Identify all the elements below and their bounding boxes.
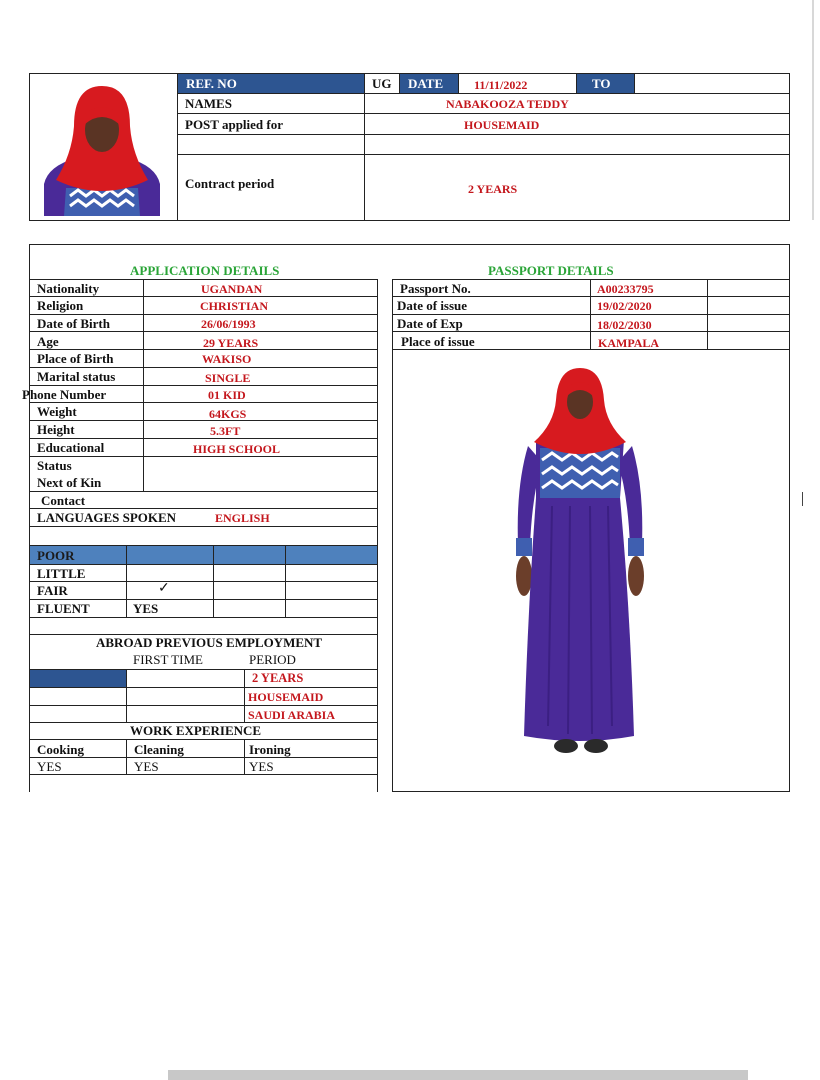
place-of-birth-label: Place of Birth — [37, 351, 114, 366]
date-of-issue-value: 19/02/2020 — [597, 299, 652, 313]
names-label: NAMES — [185, 96, 232, 111]
marital-status-label: Marital status — [37, 369, 116, 384]
place-of-issue-label: Place of issue — [401, 334, 475, 349]
marital-status-value: SINGLE — [205, 371, 251, 385]
cleaning-label: Cleaning — [134, 742, 184, 757]
first-time-label: FIRST TIME — [133, 652, 203, 667]
to-label: TO — [592, 76, 611, 91]
names-value: NABAKOOZA TEDDY — [446, 97, 569, 111]
ref-no-label: REF. NO — [186, 76, 237, 91]
cooking-label: Cooking — [37, 742, 84, 757]
proficiency-fair: FAIR — [37, 583, 68, 598]
passport-no-label: Passport No. — [400, 281, 471, 296]
educational-label: Educational — [37, 440, 105, 455]
contract-label: Contract period — [185, 176, 275, 191]
next-of-kin-label: Next of Kin — [37, 475, 102, 490]
cursor-mark — [802, 492, 803, 506]
languages-value: ENGLISH — [215, 511, 270, 525]
status-label: Status — [37, 458, 72, 473]
ironing-value: YES — [249, 759, 274, 774]
phone-number-value: 01 KID — [208, 388, 246, 402]
employment-blue-cell — [30, 670, 126, 687]
religion-value: CHRISTIAN — [200, 299, 269, 313]
cooking-value: YES — [37, 759, 62, 774]
work-experience-title: WORK EXPERIENCE — [130, 723, 262, 738]
date-of-exp-value: 18/02/2030 — [597, 318, 652, 332]
ironing-label: Ironing — [249, 742, 291, 757]
religion-label: Religion — [37, 298, 84, 313]
right-edge-line — [812, 0, 814, 220]
date-value: 11/11/2022 — [474, 78, 528, 92]
fair-check-mark: ✓ — [158, 581, 170, 596]
age-label: Age — [37, 334, 59, 349]
dob-value: 26/06/1993 — [201, 317, 256, 331]
educational-value: HIGH SCHOOL — [193, 442, 281, 456]
position-value: HOUSEMAID — [248, 690, 324, 704]
employment-title: ABROAD PREVIOUS EMPLOYMENT — [96, 635, 323, 650]
post-value: HOUSEMAID — [464, 118, 540, 132]
place-of-issue-value: KAMPALA — [598, 336, 660, 350]
country-code: UG — [372, 76, 392, 91]
contact-label: Contact — [41, 493, 86, 508]
proficiency-fluent: FLUENT — [37, 601, 90, 616]
passport-details-title: PASSPORT DETAILS — [488, 263, 614, 278]
proficiency-poor: POOR — [37, 548, 75, 563]
date-of-issue-label: Date of issue — [397, 298, 468, 313]
proficiency-header-bar — [30, 546, 377, 564]
period-label: PERIOD — [249, 652, 296, 667]
full-body-photo — [512, 366, 648, 760]
nationality-label: Nationality — [37, 281, 100, 296]
age-value: 29 YEARS — [203, 336, 259, 350]
period-value: 2 YEARS — [252, 671, 304, 685]
date-label: DATE — [408, 76, 444, 91]
post-label: POST applied for — [185, 117, 284, 132]
place-of-birth-value: WAKISO — [202, 352, 252, 366]
nationality-value: UGANDAN — [201, 282, 263, 296]
weight-value: 64KGS — [209, 407, 247, 421]
fluent-value: YES — [133, 601, 159, 616]
contract-value: 2 YEARS — [468, 182, 518, 196]
passport-no-value: A00233795 — [597, 282, 654, 296]
country-value: SAUDI ARABIA — [248, 708, 336, 722]
height-label: Height — [37, 422, 75, 437]
phone-number-label: Phone Number — [22, 387, 107, 402]
languages-label: LANGUAGES SPOKEN — [37, 510, 177, 525]
weight-label: Weight — [37, 404, 77, 419]
dob-label: Date of Birth — [37, 316, 110, 331]
height-value: 5.3FT — [210, 424, 241, 438]
proficiency-little: LITTLE — [37, 566, 86, 581]
application-details-title: APPLICATION DETAILS — [130, 263, 280, 278]
cleaning-value: YES — [134, 759, 159, 774]
bottom-bar — [168, 1070, 748, 1080]
date-of-exp-label: Date of Exp — [397, 316, 463, 331]
